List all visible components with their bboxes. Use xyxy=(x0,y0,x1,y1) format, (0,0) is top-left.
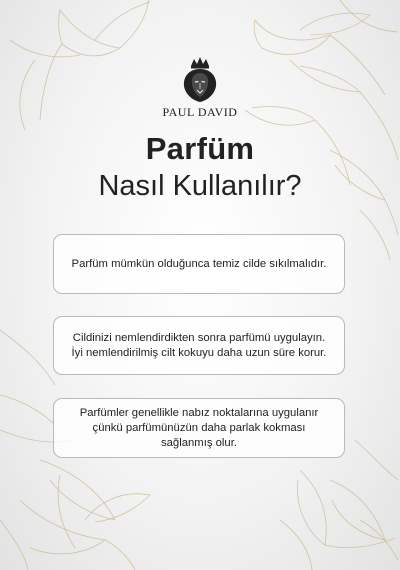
tip-card xyxy=(53,234,345,294)
tip-card xyxy=(53,398,345,458)
tip-card xyxy=(53,316,345,375)
tip-text: Cildinizi nemlendirdikten sonra parfümü uygulayın. İyi nemlendirilmiş cilt kokuyu daha uzun süre korur. xyxy=(71,331,327,359)
lion-crown-icon xyxy=(180,56,220,102)
brand-logo xyxy=(0,56,400,120)
tip-text: Parfüm mümkün olduğunca temiz cilde sıkılmalıdır. xyxy=(71,257,327,270)
tip-text: Parfümler genellikle nabız noktalarına uygulanır çünkü parfümünüzün daha parlak kokması sağlanmış olur. xyxy=(79,406,319,449)
page-title: Parfüm xyxy=(145,131,255,166)
brand-name: PAUL DAVID xyxy=(162,105,238,119)
page-subtitle: Nasıl Kullanılır? xyxy=(98,170,302,202)
